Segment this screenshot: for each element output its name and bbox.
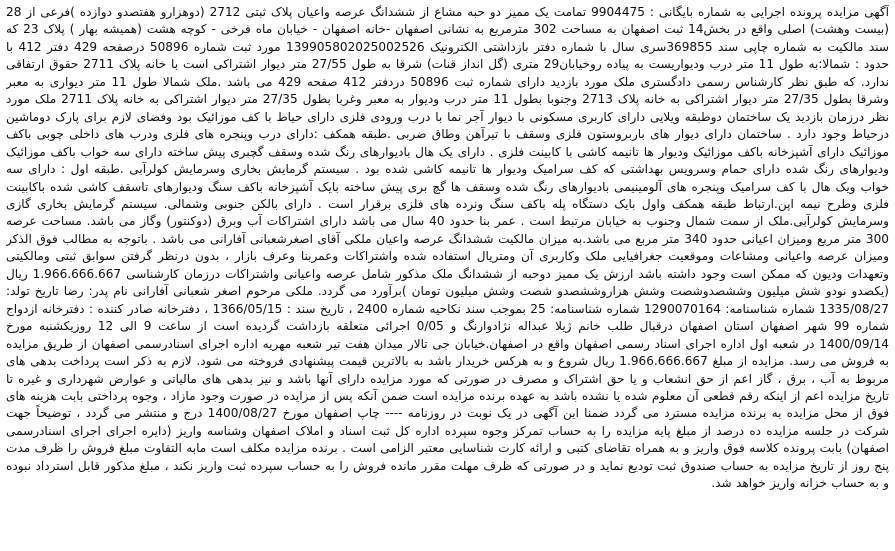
auction-notice-text: آگهی مزایده پرونده اجرایی به شماره بایگانی : 9904475 تمامت یک ممیز دو حبه مشاع از ششدانگ عرصه واعیان پلاک ثبتی 2712 (دوهزارو هفتصدو دوازده )فرعی از 28 (بیست وهشت) اصلی واقع در بخش14 ثبت اصفهان به مساحت 302 مترمربع به نشانی اصفهان -خانه اصفهان - خیابان ماه فرخی - کوچه هشت (همیشه بهار ) پلاک 23 که سند مالکیت به شماره چاپی سند 369855سری سال با شماره دفتر بازداشتی الکترونیک 139905802025002526 مورد ثبت شماره 50896 درصفحه 429 دفتر 412 با حدود : شمالا:به طول 11 متر درب ودیواریست به پیاده روخیابان29 متری (گل انداز قنات) شرقا به طول 27/55 متر دیوار اشتراکی است با خانه پلاک 2711 حقوق ارتفاقی ندارد. که طبق نظر کارشناس رسمی دادگستری ملک مورد بازدید دارای شماره ثبت 50896 دردفتر 412 صفحه 429 می باشد .ملک شمالا طول 11 متر دیواری به معبر وشرقا بطول 27/35 متر دیوار اشتراکی به خانه پلاک 2713 وجنوبا بطول 11 متر درب ودیوار به معبر وغربا بطول 27/35 متر دیوار اشتراکی به خانه پلاک 2711 ملک مورد نظر درزمان بازدید یک ساختمان دوطبقه ویلایی دارای کاربری مسکونی با دیوار آجر نما با درب ورودی فلزی دارای حیاط با کف موزائیک بود وفضای لازم برای پارک دوماشین درحیاط وجود دارد . ساختمان دارای دیوار های باربروستون فلزی وسقف با تیرآهن وطاق ضربی .طبقه همکف :دارای درب وپنجره های فلزی ودرب های داخلی چوبی باکف موزائیک دارای آشپزخانه باکف موزائیک ودیوار ها تانیمه کاشی با کابینت فلزی . دارای یک هال بادیوارهای رنگ شده وسقف گچبری پیش ساخته دارای سه خواب باکف موزائیک ودیوارهای رنگ شده دارای حمام وسرویس بهداشتی که کف سرامیک ودیوار ها تانیمه کاشی شده بود . سیستم گرمایش بخاری وسرمایش کولرآبی .طبقه اول : دارای سه خواب ویک هال با کف سرامیک وپنجره های آلومینیمی بادیوارهای رنگ شده وسقف ها گچ بری پیش ساخته بایک آشپزخانه باکف سنگ ودیوارهای تاسقف کاشی شده باکابینت فلزی وطرح نیمه اپن.ارتباط طبقه همکف واول بایک دستگاه پله باکف سنگ ونرده های فلزی برقرار است . دارای بالکن جنوبی وشمالی. سیستم گرمایش بخاری گازی وسرمایش کولرآبی.ملک از سمت شمال وجنوب به خیابان مرتبط است . عمر بنا حدود 40 سال می باشد دارای اشتراکات آب وبرق (دوکنتور) وگاز می باشد. مساحت عرصه 300 متر مربع ومیزان اعیانی حدود 340 متر مربع می باشد.به میزان مالکیت ششدانگ عرصه واعیان ملکی آقای اصغرشعبانی آفارانی می باشد . باتوجه به مطالب فوق الذکر ومیزان عرصه واعیانی ومشاعات وموقعیت جغرافیایی ملک وکاربری آن ومتریال استفاده شده واشتراکات وعمربنا وعرف بازار ، بدون درنظر گرفتن سوابق ثبتی ومالکیتی وتعهدات ودیون که ممکن است وجود داشته باشد ارزش یک ممیز دوحبه از ششدانگ ملک مذکور شامل عرصه واعیانی واشتراکات درزمان کارشناسی 1.966.666.667 ریال (یکصدو نودو شش میلیون وششصدوشصت وشش هزاروششصدو شصت وشش میلیون تومان )برآورد می گردد. ملکی مرحوم اصغر شعبانی آفارانی نام پدر: رضا تاریخ تولد: 1335/08/27 شماره شناسنامه: 1290070164 شماره شناسنامه: 25 بموجب سند نکاحیه شماره 2400 ، تاریخ سند : 1366/05/15 ، دفترخانه صادر کننده : دفترخانه ازدواج شماره 99 شهر اصفهان استان اصفهان درقبال طلب خانم ژیلا عبداله نژادوارنگ و 0/05 اجرائی متعلقه بازداشت گردیده است از ساعت 9 الی 12 روزیکشنبه مورخ 1400/09/14 در شعبه اول اداره اجرای اسناد رسمی اصفهان واقع در اصفهان.خیابان جی تالار میدان هفت تیر شعبه مهریه اداره اجرای اسنادرسمی اصفهان از طریق مزایده به فروش می رسد. مزایده از مبلغ 1.966.666.667 ریال شروع و به هرکس خریدار باشد به بالاترین قیمت پیشنهادی فروخته می شود. لازم به ذکر است پرداخت بدهی های مربوط به آب ، برق ، گاز اعم از حق انشعاب و یا حق اشتراک و مصرف در صورتی که مورد مزایده دارای آنها باشد و نیز بدهی های مالیاتی و عوارض شهرداری و غیره تا تاریخ مزایده اعم از اینکه رقم قطعی آن معلوم شده یا نشده باشد به عهده برنده مزایده است ضمن آنکه پس از مزایده در صورت وجود مازاد ، وجوه پرداختی بابت هزینه های فوق از محل مزایده به برنده مزایده مسترد می گردد ضمنا این آگهی در یک نوبت در روزنامه ---- چاپ اصفهان مورخ 1400/08/27 درج و منتشر می گردد ، توضیحاً جهت شرکت در جلسه مزایده ده درصد از مبلغ پایه مزایده را به حساب تمرکز وجوه سپرده اداره کل ثبت اسناد و املاک اصفهان وشناسه واریز (دایره اجرای اجرای اسنادرسمی اصفهان) بابت پرونده کلاسه فوق واریز و به همراه تقاضای کتبی و ارائه کارت شناسایی معتبر الزامی است . برنده مزایده مکلف است مابه التفاوت مبلغ فروش را ظرف مدت پنج روز از تاریخ مزایده به حساب صندوق ثبت تودیع نماید و در صورتی که ظرف مهلت مقرر مانده فروش را به حساب سپرده ثبت واریز نکند ، مبلغ مذکور قابل استرداد نبوده و به حساب خزانه واریز خواهد شد. (6, 5, 889, 491)
